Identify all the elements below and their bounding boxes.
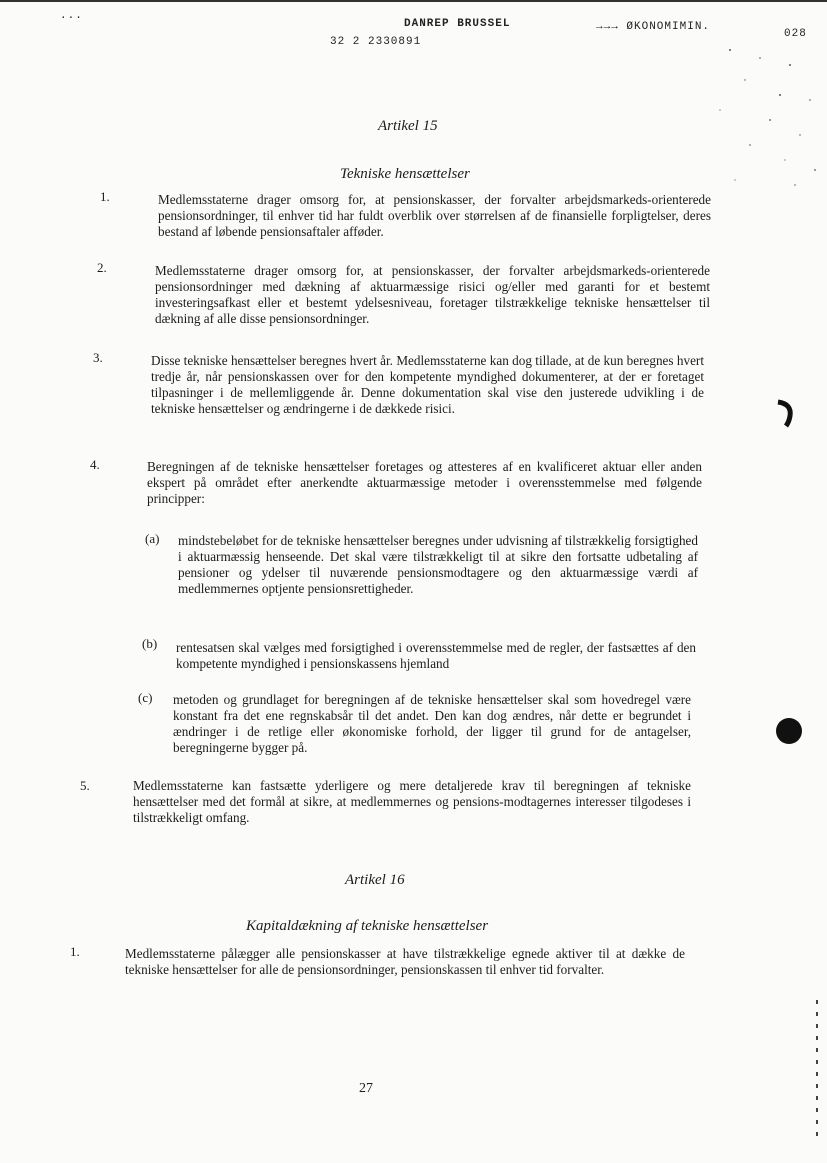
subitem-label: (c) [138,690,153,705]
paragraph-item-5: Medlemsstaterne kan fastsætte yderligere og mere detaljerede krav til beregningen af tekniske hensættelser med det formål at sikre, at medlemmernes og pensions-modtagernes interesser tilgodeses i tilstrækkeligt omfang. [133,778,691,825]
item-number: 3. [93,350,103,365]
article-16-paragraph-1: Medlemsstaterne pålægger alle pensionskasser at have tilstrækkelige egnede aktiver til at dække de tekniske hensættelser for alle de pensionsordninger, pensionskassen til enhver tid forvalter. [125,946,685,977]
punch-hole-mark [776,718,802,744]
paragraph-item-1: Medlemsstaterne drager omsorg for, at pensionskasser, der forvalter arbejdsmarkeds-orienterede pensionsordninger, til enhver tid har fuldt overblik over størrelsen af de finansielle forpligtelser, deres bestand af løbende pensionsaftaler afføder. [158,192,711,239]
fax-header-left: ... [60,10,83,22]
item-number: 2. [97,260,107,275]
subitem-label: (b) [142,636,158,651]
item-number: 4. [90,457,100,472]
scan-edge-artifact [816,1000,818,1140]
subitem-a-text: mindstebeløbet for de tekniske hensættelser beregnes under udvisning af tilstrækkelig forsigtighed i aktuarmæssig henseende. Det skal være tilstrækkeligt til at sikre den fortsatte udbetaling af pensioner og ydelser til nuværende pensionsmodtagere og den aktuarmæssige værdi af medlemmernes optjente pensionsrettigheder. [178,533,698,596]
fax-header-sender: DANREP BRUSSEL [404,18,511,30]
paragraph-item-2: Medlemsstaterne drager omsorg for, at pensionskasser, der forvalter arbejdsmarkeds-orienterede pensionsordninger med dækning af aktuarmæssige risici og/eller med garanti for et bestemt investeringsafkast eller et bestemt ydelsesniveau, foretager tilstrækkelige tekniske hensættelser til dækning af alle disse pensionsordninger. [155,263,710,326]
article-15-title: Artikel 15 [378,118,438,134]
scan-artifact-mark [774,398,798,430]
paragraph-item-3: Disse tekniske hensættelser beregnes hvert år. Medlemsstaterne kan dog tillade, at de kun beregnes hvert tredje år, når pensionskassen over for den kompetente myndighed dokumenterer, at der er foretaget tilpasninger i de mellemliggende år. Denne dokumentation skal vise den justerede udvikling i de tekniske hensættelser og ændringerne i de dækkede risici. [151,353,704,416]
subitem-label: (a) [145,531,160,546]
page-number: 27 [359,1081,373,1096]
paragraph-item-4: Beregningen af de tekniske hensættelser foretages og attesteres af en kvalificeret aktuar eller anden ekspert på området efter anerkendte aktuarmæssige metoder i overensstemmelse med følgende principper: [147,459,702,506]
item-number: 1. [70,944,80,959]
article-15-subtitle: Tekniske hensættelser [340,166,470,182]
fax-header-recipient: →→→ ØKONOMIMIN. [596,21,711,33]
item-number: 1. [100,189,110,204]
fax-header-number: 32 2 2330891 [330,36,422,48]
subitem-b-text: rentesatsen skal vælges med forsigtighed i overensstemmelse med de regler, der fastsættes af den kompetente myndighed i pensionskassens hjemland [176,640,696,671]
article-16-subtitle: Kapitaldækning af tekniske hensættelser [246,918,489,934]
fax-header-page: 028 [784,28,807,40]
subitem-c-text: metoden og grundlaget for beregningen af de tekniske hensættelser skal som hovedregel være konstant fra det ene regnskabsår til det andet. Den kan dog ændres, når dette er begrundet i ændringer i de retlige eller økonomiske forhold, der ligger til grund for de antagelser, beregningerne bygger på. [173,692,691,755]
item-number: 5. [80,778,90,793]
article-16-title: Artikel 16 [345,872,405,888]
